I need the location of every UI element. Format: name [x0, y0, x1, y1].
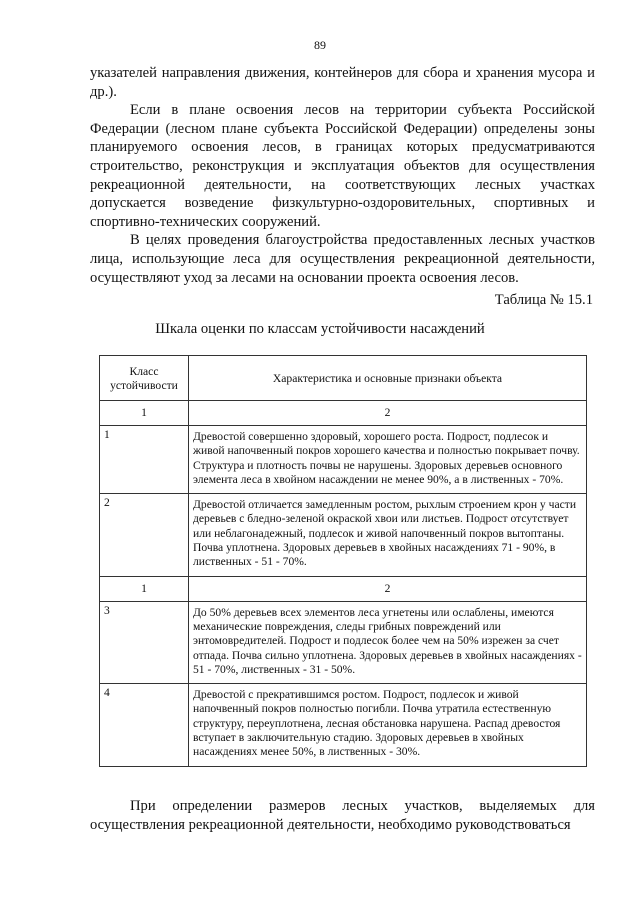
class-cell: 4	[100, 684, 189, 766]
column-number-cell: 1	[100, 401, 189, 426]
paragraph-development-zones: Если в плане освоения лесов на территории субъекта Российской Федерации (лесном плане субъекта Российской Федерации) определены зоны планируемого освоения лесов, в границах которых предусматриваются строительство, реконструкция и эксплуатация объектов для осуществления рекреационной деятельности, на соответствующих лесных участках допускается возведение физкультурно-оздоровительных, спортивных и спортивно-технических сооружений.	[90, 102, 595, 230]
column-number-cell: 1	[100, 576, 189, 601]
table-row	[100, 494, 587, 576]
class-cell: 3	[100, 601, 189, 683]
description-cell: Древостой с прекратившимся ростом. Подрост, подлесок и живой напочвенный покров полностью погибли. Почва утратила естественную структуру, переуплотнена, лесная обстановка нарушена. Распад древостоя вступает в заключительную стадию. Здоровых деревьев в хвойных насаждениях менее 50%, в лиственных - 30%.	[189, 684, 587, 766]
class-cell: 1	[100, 426, 189, 494]
header-description-cell: Характеристика и основные признаки объекта	[189, 356, 587, 401]
class-cell: 2	[100, 494, 189, 576]
table-number: Таблица № 15.1	[494, 292, 593, 308]
column-number-row-repeat	[100, 576, 587, 601]
top-text	[90, 64, 595, 287]
paragraph-continuation: указателей направления движения, контейнеров для сбора и хранения мусора и др.).	[90, 65, 595, 100]
page-number: 89	[314, 38, 326, 52]
description-cell: Древостой совершенно здоровый, хорошего роста. Подрост, подлесок и живой напочвенный покров хорошего качества и полностью покрывает почву. Структура и плотность почвы не нарушены. Здоровых деревьев основного элемента леса в хвойном насаждении не менее 90%, а в лиственных - 70%.	[189, 426, 587, 494]
table-header-row	[100, 356, 587, 401]
bottom-text	[90, 797, 595, 834]
table-row	[100, 426, 587, 494]
column-number-cell: 2	[189, 576, 587, 601]
column-number-cell: 2	[189, 401, 587, 426]
table-title: Шкала оценки по классам устойчивости насаждений	[155, 321, 485, 337]
description-cell: Древостой отличается замедленным ростом, рыхлым строением крон у части деревьев с бледно-зеленой окраской хвои или листьев. Подрост отсутствует или неблагонадежный, подлесок и живой напочвенный покров вытоптаны. Почва уплотнена. Здоровых деревьев в хвойных насаждениях 71 - 90%, в лиственных - 51 - 70%.	[189, 494, 587, 576]
column-number-row	[100, 401, 587, 426]
table-row	[100, 601, 587, 683]
table-row	[100, 684, 587, 766]
paragraph-landscaping: В целях проведения благоустройства предоставленных лесных участков лица, использующие леса для осуществления рекреационной деятельности, осуществляют уход за лесами на основании проекта освоения лесов.	[90, 232, 595, 286]
paragraph-plot-sizes: При определении размеров лесных участков, выделяемых для осуществления рекреационной деятельности, необходимо руководствоваться	[90, 798, 595, 833]
header-class-cell: Класс устойчивости	[100, 356, 189, 401]
description-cell: До 50% деревьев всех элементов леса угнетены или ослаблены, имеются механические повреждения, следы грибных повреждений или энтомовредителей. Подрост и подлесок более чем на 50% изрежен за счет отпада. Почва сильно уплотнена. Здоровых деревьев в хвойных насаждениях - 51 - 70%, лиственных - 31 - 50%.	[189, 601, 587, 683]
stability-scale-table	[99, 355, 587, 767]
